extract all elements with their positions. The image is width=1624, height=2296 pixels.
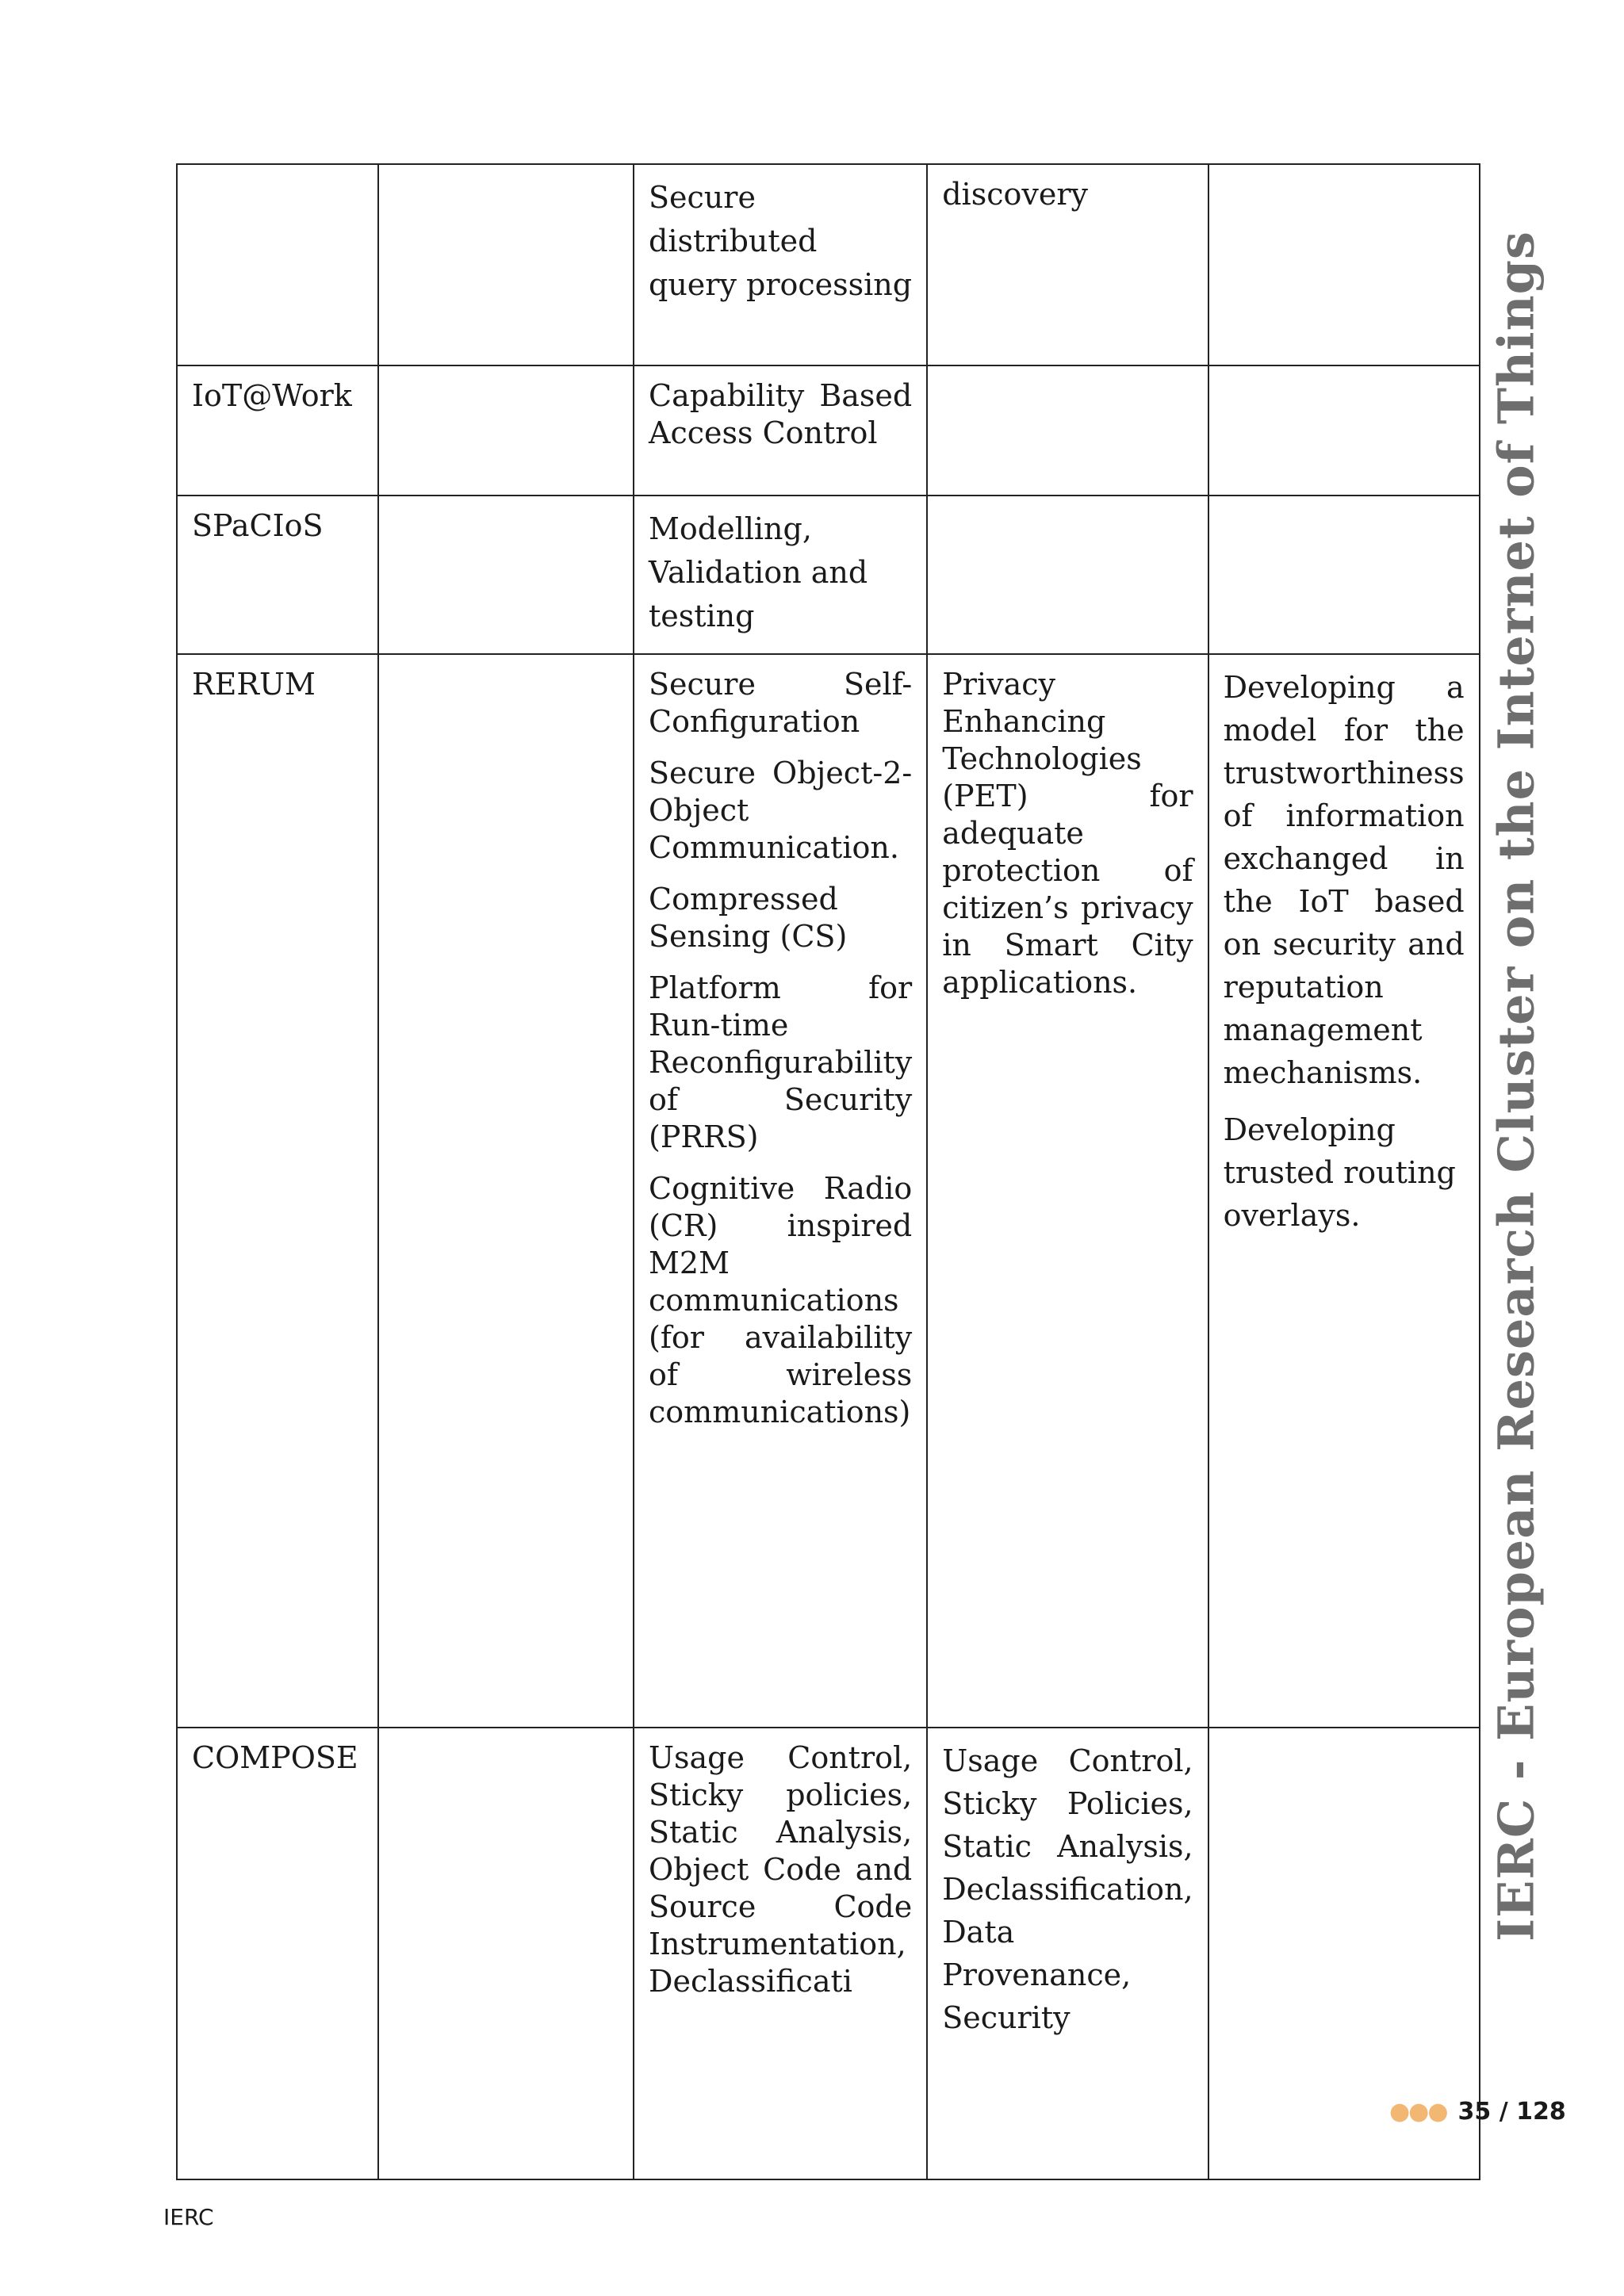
project-cell: IoT@Work	[177, 365, 378, 496]
table-cell	[378, 654, 634, 1728]
table-cell	[927, 496, 1208, 654]
table-cell	[927, 164, 1208, 365]
table-row	[177, 496, 1480, 654]
table-cell	[927, 365, 1208, 496]
page-number	[1389, 2098, 1566, 2126]
table-cell	[634, 654, 927, 1728]
table-row	[177, 164, 1480, 365]
table-cell	[378, 1728, 634, 2179]
cell-paragraph: Secure Self-Configuration	[649, 667, 913, 739]
running-title: IERC - European Research Cluster on the Internet of Things	[1487, 231, 1545, 1942]
project-cell	[177, 164, 378, 365]
project-cell: COMPOSE	[177, 1728, 378, 2179]
table-cell	[378, 496, 634, 654]
table-cell	[927, 1728, 1208, 2179]
table-cell	[634, 496, 927, 654]
cell-paragraph: Secure distributed query processing	[649, 180, 913, 302]
table-row	[177, 1728, 1480, 2179]
project-cell: RERUM	[177, 654, 378, 1728]
table-cell	[378, 164, 634, 365]
cell-paragraph: Capability Based Access Control	[649, 378, 913, 450]
table-cell	[634, 164, 927, 365]
page-number-text: 35 / 128	[1457, 2098, 1566, 2126]
table-cell	[1208, 654, 1480, 1728]
cell-paragraph: Modelling, Validation and testing	[649, 511, 868, 633]
cell-paragraph: Usage Control, Sticky policies, Static Analysis, Object Code and Source Code Instrumentation, Declassificati	[649, 1740, 913, 1999]
dots-icon: ●●●	[1389, 2098, 1447, 2126]
table-cell	[1208, 164, 1480, 365]
cell-paragraph: Developing a model for the trustworthiness of information exchanged in the IoT based on security and reputation management mechanisms.	[1223, 670, 1465, 1090]
table-cell	[927, 654, 1208, 1728]
cell-paragraph: Compressed Sensing (CS)	[649, 882, 848, 954]
cell-paragraph: Platform for Run-time Reconfigurability of Security (PRRS)	[649, 970, 913, 1154]
table-cell	[1208, 496, 1480, 654]
table-row	[177, 365, 1480, 496]
table-cell	[378, 365, 634, 496]
cell-paragraph: Privacy Enhancing Technologies (PET) for adequate protection of citizen’s privacy in Smart City applications.	[942, 667, 1193, 1000]
cell-paragraph: Cognitive Radio (CR) inspired M2M communications (for availability of wireless communications)	[649, 1171, 913, 1429]
footer-label: IERC	[163, 2204, 214, 2230]
projects-table	[176, 163, 1480, 2180]
cell-paragraph: Secure Object-2-Object Communication.	[649, 756, 913, 865]
table-cell	[634, 365, 927, 496]
table-row	[177, 654, 1480, 1728]
cell-paragraph: Usage Control, Sticky Policies, Static Analysis, Declassification, Data Provenance, Security	[942, 1743, 1193, 2035]
cell-paragraph: Developing trusted routing overlays.	[1223, 1112, 1456, 1233]
project-cell: SPaCIoS	[177, 496, 378, 654]
table-cell	[1208, 365, 1480, 496]
cell-paragraph: discovery	[942, 177, 1088, 212]
table-cell	[634, 1728, 927, 2179]
